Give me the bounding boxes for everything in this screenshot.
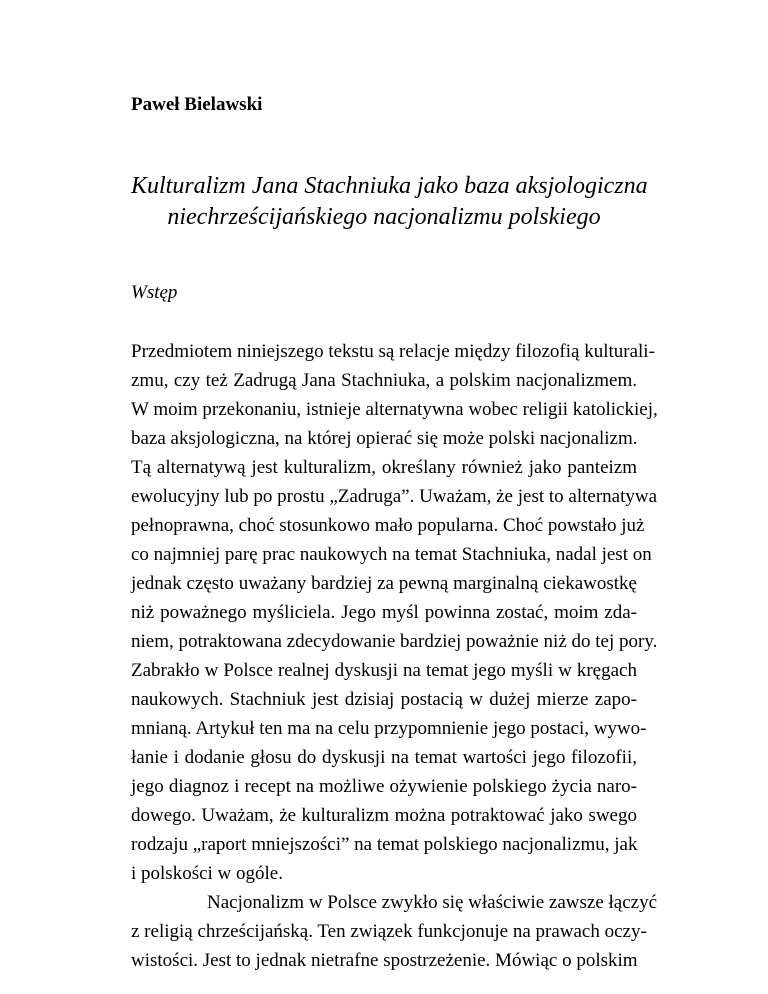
- body-line: mnianą. Artykuł ten ma na celu przypomnienie jego postaci, wywo-: [131, 718, 647, 739]
- section-heading: Wstęp: [131, 282, 178, 303]
- body-line: co najmniej parę prac naukowych na temat Stachniuka, nadal jest on: [131, 544, 652, 565]
- body-line: naukowych. Stachniuk jest dzisiaj postacią w dużej mierze zapo-: [131, 689, 637, 710]
- body-line: jego diagnoz i recept na możliwe ożywienie polskiego życia naro-: [131, 776, 637, 797]
- body-line: rodzaju „raport mniejszości” na temat polskiego nacjonalizmu, jak: [131, 834, 638, 855]
- article-title: [131, 171, 648, 233]
- body-line: pełnoprawna, choć stosunkowo mało popularna. Choć powstało już: [131, 515, 645, 536]
- body-line: Tą alternatywą jest kulturalizm, określany również jako panteizm: [131, 457, 637, 478]
- body-line: jednak często uważany bardziej za pewną marginalną ciekawostkę: [131, 573, 637, 594]
- body-line: Przedmiotem niniejszego tekstu są relacje między filozofią kulturali-: [131, 341, 655, 362]
- body-line: Nacjonalizm w Polsce zwykło się właściwie zawsze łączyć: [207, 892, 658, 913]
- body-line: dowego. Uważam, że kulturalizm można potraktować jako swego: [131, 805, 637, 826]
- body-line: niem, potraktowana zdecydowanie bardziej poważnie niż do tej pory.: [131, 631, 658, 652]
- author-name: Paweł Bielawski: [131, 94, 263, 115]
- body-line: baza aksjologiczna, na której opierać się może polski nacjonalizm.: [131, 428, 638, 449]
- body-line: z religią chrześcijańską. Ten związek funkcjonuje na prawach oczy-: [131, 921, 647, 942]
- body-line: zmu, czy też Zadrugą Jana Stachniuka, a polskim nacjonalizmem.: [131, 370, 637, 391]
- body-line: i polskości w ogóle.: [131, 863, 283, 884]
- title-line-2: niechrześcijańskiego nacjonalizmu polskiego: [167, 204, 601, 230]
- body-line: W moim przekonaniu, istnieje alternatywna wobec religii katolickiej,: [131, 399, 658, 420]
- body-line: ewolucyjny lub po prostu „Zadruga”. Uważam, że jest to alternatywa: [131, 486, 658, 507]
- body-text: [131, 337, 658, 975]
- body-line: wistości. Jest to jednak nietrafne spostrzeżenie. Mówiąc o polskim: [131, 950, 638, 971]
- body-line: niż poważnego myśliciela. Jego myśl powinna zostać, moim zda-: [131, 602, 637, 623]
- title-line-1: Kulturalizm Jana Stachniuka jako baza aksjologiczna: [131, 173, 648, 199]
- body-line: łanie i dodanie głosu do dyskusji na temat wartości jego filozofii,: [131, 747, 637, 768]
- body-line: Zabrakło w Polsce realnej dyskusji na temat jego myśli w kręgach: [131, 660, 637, 681]
